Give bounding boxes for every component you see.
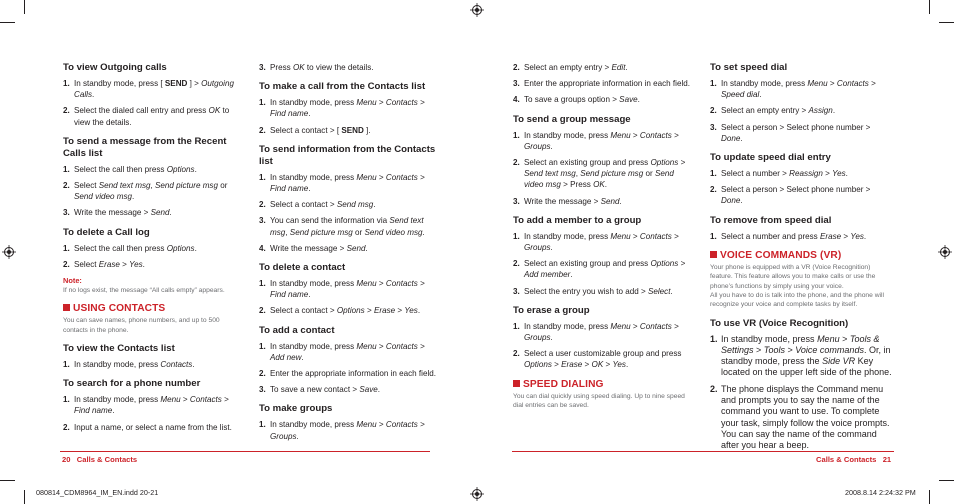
- step: 1. In standby mode, press Menu > Contacts > Add new.: [259, 341, 425, 362]
- step: 3. To save a new contact > Save.: [259, 385, 381, 395]
- step: 3. Select a person > Select phone number > Done.: [710, 122, 871, 143]
- step-number: 1.: [710, 169, 717, 179]
- step-number: 1.: [63, 164, 70, 174]
- step: 1. In standby mode, press [ SEND ] > Outgoing Calls.: [63, 79, 234, 100]
- step-number: 2.: [259, 200, 266, 210]
- step-number: 1.: [513, 321, 520, 331]
- square-bullet-icon: [513, 380, 520, 387]
- column-2: [259, 62, 441, 447]
- slug-timestamp: 2008.8.14 2:24:32 PM: [845, 488, 916, 497]
- heading-delete-log: To delete a Call log: [63, 226, 150, 238]
- step-number: 3.: [710, 122, 717, 132]
- heading-make-call: To make a call from the Contacts list: [259, 81, 426, 93]
- step: 2. Select a contact > Send msg.: [259, 200, 376, 210]
- step: 1. In standby mode, press Menu > Contacts > Groups.: [513, 231, 679, 253]
- step: 2. Select an existing group and press Options > Send text msg, Send picture msg or Send video msg > Press OK.: [513, 158, 686, 190]
- step: 2. Select a user customizable group and press Options > Erase > OK > Yes.: [513, 349, 682, 370]
- step: 2. Select Send text msg, Send picture msg or Send video msg.: [63, 181, 228, 202]
- step-number: 2.: [513, 158, 520, 168]
- step: 1. Select a number > Reassign > Yes.: [710, 169, 848, 179]
- step: 1. In standby mode, press Menu > Contacts > Find name.: [63, 395, 229, 416]
- crop-mark: [24, 490, 25, 504]
- step: 2. Select a contact > [ SEND ].: [259, 125, 371, 135]
- step: 2. Select an empty entry > Edit.: [513, 63, 628, 72]
- step-number: 3.: [513, 196, 520, 206]
- step-number: 2.: [63, 259, 70, 269]
- note-text: If no logs exist, the message “All calls empty” appears.: [63, 287, 225, 295]
- section-description: All you have to do is talk into the phone, and the phone will recognize your voice and complete tasks by itself.: [710, 291, 884, 309]
- step-number: 3.: [513, 286, 520, 296]
- step-number: 3.: [259, 63, 266, 72]
- step: 1. Select the call then press Options.: [63, 243, 197, 253]
- step: 1. In standby mode, press Menu > Contacts > Find name.: [259, 172, 425, 194]
- heading-view-outgoing: To view Outgoing calls: [63, 62, 167, 73]
- column-4: [710, 62, 894, 456]
- step: 2. Select the dialed call entry and press OK to view the details.: [63, 106, 230, 127]
- step: 4. Write the message > Send.: [259, 243, 368, 253]
- heading-delete-contact: To delete a contact: [259, 262, 346, 274]
- heading-send-info: To send information from the Contacts list: [259, 143, 436, 167]
- crop-mark: [0, 22, 15, 23]
- crop-mark: [929, 0, 930, 14]
- square-bullet-icon: [63, 304, 70, 311]
- footer-right: [816, 455, 891, 464]
- heading-send-recent: To send a message from the Recent Calls list: [63, 135, 227, 159]
- footer-rule: [60, 451, 430, 452]
- page-number: 21: [882, 455, 892, 464]
- section-description: You can dial quickly using speed dialing. Up to nine speed dial entries can be saved.: [513, 392, 685, 410]
- step: 1. Select a number and press Erase > Yes.: [710, 231, 867, 241]
- step-number: 2.: [259, 369, 266, 379]
- step-number: 2.: [710, 383, 718, 394]
- step-number: 3.: [259, 216, 266, 226]
- footer-left: [62, 455, 137, 464]
- heading-erase-group: To erase a group: [513, 304, 590, 316]
- step: 1. In standby mode, press Menu > Contacts > Groups.: [513, 321, 679, 343]
- heading-make-groups: To make groups: [259, 403, 333, 415]
- step-number: 1.: [259, 420, 266, 430]
- registration-mark-icon: [2, 245, 16, 259]
- step: 2. Input a name, or select a name from the list.: [63, 422, 232, 432]
- heading-add-contact: To add a contact: [259, 324, 335, 336]
- step-number: 1.: [63, 243, 70, 253]
- step-number: 3.: [259, 385, 266, 395]
- step: 1. In standby mode, press Menu > Contacts > Groups.: [259, 420, 425, 441]
- step: 3. You can send the information via Send text msg, Send picture msg or Send video msg.: [259, 216, 425, 237]
- heading-set-speed-dial: To set speed dial: [710, 62, 788, 73]
- registration-mark-icon: [470, 487, 484, 501]
- step-number: 1.: [259, 172, 266, 182]
- column-1: [63, 62, 245, 438]
- step-number: 1.: [259, 279, 266, 289]
- crop-mark: [929, 490, 930, 504]
- step: 1. In standby mode, press Contacts.: [63, 360, 195, 370]
- step-number: 1.: [63, 360, 70, 370]
- step: 4. To save a groups option > Save.: [513, 95, 640, 105]
- step: 3. Enter the appropriate information in each field.: [513, 79, 691, 89]
- step: 2. Select an existing group and press Options > Add member.: [513, 259, 686, 280]
- section-using-contacts: USING CONTACTS: [63, 303, 245, 314]
- step-number: 1.: [259, 341, 266, 351]
- page-number: 20: [62, 455, 71, 464]
- step-number: 1.: [63, 79, 70, 88]
- step: 2. Enter the appropriate information in each field.: [259, 369, 437, 379]
- section-speed-dialing: SPEED DIALING: [513, 379, 695, 390]
- step-number: 3.: [513, 79, 520, 89]
- step-number: 1.: [259, 98, 266, 108]
- heading-view-contacts: To view the Contacts list: [63, 343, 175, 355]
- step: 1. In standby mode, press Menu > Contacts > Groups.: [513, 130, 679, 151]
- crop-mark: [24, 0, 25, 14]
- step: 2. Select Erase > Yes.: [63, 259, 145, 269]
- step: 2. Select a person > Select phone number > Done.: [710, 185, 871, 206]
- footer-rule: [512, 451, 894, 452]
- section-description: You can save names, phone numbers, and up to 500 contacts in the phone.: [63, 317, 220, 334]
- registration-mark-icon: [470, 3, 484, 17]
- step-number: 2.: [259, 125, 266, 135]
- step-number: 2.: [513, 259, 520, 269]
- heading-use-vr: To use VR (Voice Recognition): [710, 317, 849, 329]
- step-number: 2.: [63, 181, 70, 191]
- section-voice-commands: VOICE COMMANDS (VR): [710, 250, 894, 261]
- crop-mark: [0, 480, 15, 481]
- step: 1. In standby mode, press Menu > Contacts > Find name.: [259, 279, 425, 300]
- step: 3. Write the message > Send.: [63, 208, 172, 218]
- step: 1. In standby mode, press Menu > Contacts > Speed dial.: [710, 79, 876, 100]
- step: 3. Select the entry you wish to add > Select.: [513, 286, 673, 296]
- registration-mark-icon: [938, 245, 952, 259]
- step-number: 4.: [259, 243, 266, 253]
- heading-remove-speed-dial: To remove from speed dial: [710, 214, 832, 226]
- heading-search: To search for a phone number: [63, 378, 201, 390]
- step-number: 1.: [710, 333, 718, 344]
- step: 3. Press OK to view the details.: [259, 63, 374, 72]
- section-description: Your phone is equipped with a VR (Voice Recognition) feature. This feature allows you to make calls or use the phone’s functions by simply using your voice.: [710, 264, 876, 290]
- step-number: 1.: [513, 231, 520, 241]
- step: 2. The phone displays the Command menu and prompts you to say the name of the command you want to use. To complete your task, simply follow the voice prompts. You can say the name of the command after you hear a beep.: [710, 383, 890, 451]
- step-number: 3.: [63, 208, 70, 218]
- crop-mark: [939, 22, 954, 23]
- step: 3. Write the message > Send.: [513, 196, 622, 206]
- step-number: 1.: [710, 79, 717, 88]
- footer-section: Calls & Contacts: [816, 455, 877, 464]
- column-3: [513, 62, 695, 416]
- footer-section: Calls & Contacts: [76, 455, 138, 464]
- step-number: 2.: [710, 185, 717, 195]
- step: 2. Select a contact > Options > Erase > Yes.: [259, 306, 421, 316]
- step-number: 2.: [513, 63, 520, 72]
- step-number: 1.: [63, 395, 70, 405]
- crop-mark: [939, 480, 954, 481]
- note-label: Note:: [63, 276, 82, 286]
- step-number: 2.: [259, 306, 266, 316]
- heading-add-member: To add a member to a group: [513, 214, 642, 226]
- step-number: 1.: [710, 231, 717, 241]
- step: 1. Select the call then press Options.: [63, 164, 197, 174]
- step-number: 2.: [63, 422, 70, 432]
- step: 1. In standby mode, press Menu > Contacts > Find name.: [259, 98, 425, 119]
- step-number: 2.: [710, 106, 717, 116]
- heading-update-speed-dial: To update speed dial entry: [710, 152, 831, 164]
- step-number: 2.: [63, 106, 70, 116]
- square-bullet-icon: [710, 251, 717, 258]
- heading-group-message: To send a group message: [513, 113, 631, 125]
- step-number: 2.: [513, 349, 520, 359]
- step-number: 4.: [513, 95, 520, 105]
- step-number: 1.: [513, 130, 520, 140]
- step: 2. Select an empty entry > Assign.: [710, 106, 836, 116]
- step: 1. In standby mode, press Menu > Tools & Settings > Tools > Voice commands. Or, in standby mode, press the Side VR Key located on the upper left side of the phone.: [710, 333, 892, 378]
- slug-filename: 080814_CDM8964_IM_EN.indd 20-21: [36, 488, 159, 497]
